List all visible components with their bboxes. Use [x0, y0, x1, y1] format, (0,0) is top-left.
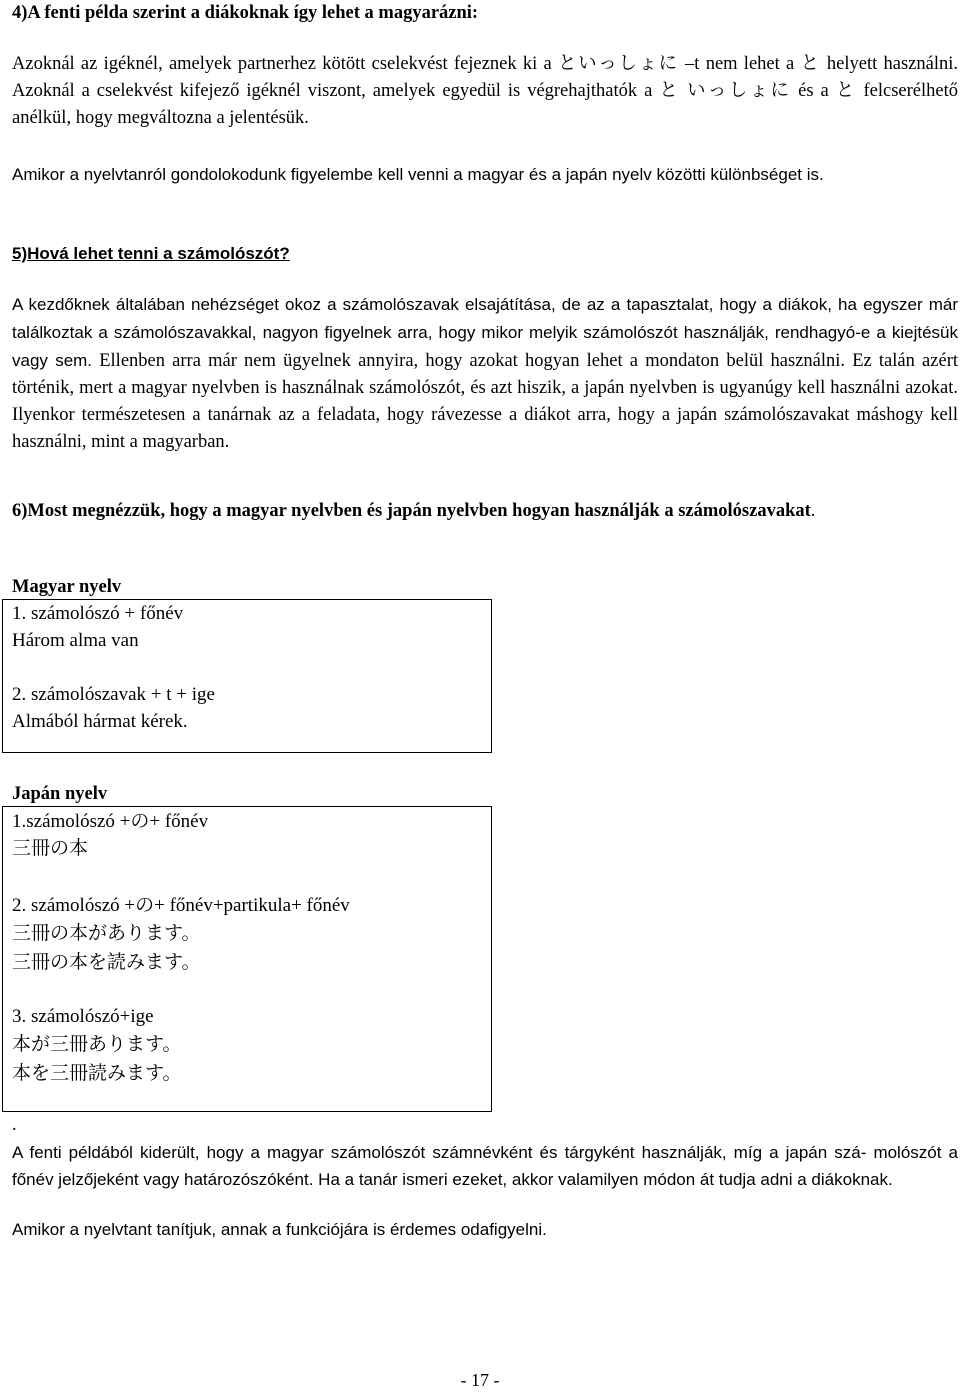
japan-line-4: 2. számolószó +の+ főnév+partikula+ főnév — [12, 895, 350, 916]
japan-line-10: 本を三冊読みます。 — [12, 1062, 182, 1084]
section-4-paragraph-1-text: Azoknál az igéknél, amelyek partnerhez kötött cselekvést fejeznek ki a といっしょに –t nem lehet a と helyett használni. Azoknál a cselekvést kifejező igéknél viszont, amelyek egyedül is végrehajthatók a と いっしょに és a と felcserélhető anélkül, hogy megváltozna a jelentésük. — [12, 54, 958, 128]
japan-line-1: 1.számolószó +の+ főnév — [12, 811, 209, 832]
japan-line-9: 本が三冊あります。 — [12, 1033, 182, 1055]
closing-paragraph-1-text: A fenti példából kiderült, hogy a magyar számolószót számnévként és tárgyként használják, míg a japán szá- molószót a főnév jelzőjeként vagy határozószóként. Ha a tanár ismeri ezeket, akkor valamilyen módon át tudja adni a diákoknak. — [12, 1143, 958, 1189]
japan-line-5: 三冊の本があります。 — [12, 922, 201, 944]
section-6-heading-bold: 6)Most megnézzük, hogy a magyar nyelvben és japán nyelvben hogyan használják a számolószavakat — [12, 501, 811, 521]
section-6-heading-text — [12, 498, 958, 525]
section-5-heading — [12, 240, 958, 267]
magyar-line-4: 2. számolószavak + t + ige — [12, 684, 215, 705]
page-number: - 17 - — [460, 1370, 500, 1390]
japan-line-2: 三冊の本 — [12, 837, 89, 859]
section-4-heading — [12, 0, 958, 27]
japan-line-6: 三冊の本を読みます。 — [12, 951, 201, 973]
section-5-paragraph — [12, 291, 958, 456]
section-5-paragraph-text — [12, 291, 958, 456]
section-4-paragraph-1 — [12, 51, 958, 132]
section-4-heading-text: 4)A fenti példa szerint a diákoknak így lehet a magyarázni: — [12, 3, 479, 23]
closing-paragraph-2 — [12, 1216, 958, 1243]
section-5-heading-text: 5)Hová lehet tenni a számolószót? — [12, 244, 290, 263]
japan-line-8: 3. számolószó+ige — [12, 1006, 154, 1027]
section-5-paragraph-part-b: Ellenben arra már nem ügyelnek annyira, hogy azokat hogyan lehet a mondaton belül használni. Ez talán azért történik, mert a magyar nyelvben is használnak számolószót, és azt hiszik, a japán nyelvben is ugyanúgy kell használni azokat. Ilyenkor természetesen a tanárnak az a feladata, hogy rávezesse a diákot arra, hogy a japán számolószavakat máshogy kell használni, mint a magyarban. — [12, 351, 958, 452]
section-4-paragraph-2 — [12, 161, 958, 188]
closing-dot — [12, 1112, 958, 1139]
japan-line-7 — [12, 977, 491, 1003]
japan-example-box — [2, 806, 492, 1112]
closing-paragraph-1 — [12, 1139, 958, 1193]
section-4-paragraph-2-text: Amikor a nyelvtanról gondolokodunk figyelembe kell venni a magyar és a japán nyelv közötti különbséget is. — [12, 165, 824, 184]
japan-line-3 — [12, 862, 491, 892]
magyar-line-5: Almából hármat kérek. — [12, 711, 188, 732]
magyar-example-box — [2, 599, 492, 753]
magyar-line-2: Három alma van — [12, 630, 139, 651]
section-6-heading — [12, 498, 958, 525]
japan-title-text: Japán nyelv — [12, 784, 108, 804]
section-6-heading-period: . — [810, 501, 816, 521]
closing-paragraph-2-text: Amikor a nyelvtant tanítjuk, annak a funkciójára is érdemes odafigyelni. — [12, 1220, 547, 1239]
magyar-line-1: 1. számolószó + főnév — [12, 603, 184, 624]
section-5-paragraph-part-a: A kezdőknek általában nehézséget okoz a számolószavak elsajátítása, de az a tapasztalat, hogy a diákok, ha egyszer már találkoztak a számolószavakkal, nagyon figyelnek arra, hogy mikor melyik számolószót használják, rendhagyó-e a kiejtésük vagy sem. — [12, 295, 958, 370]
magyar-line-3 — [12, 654, 491, 681]
japan-title — [12, 781, 958, 808]
closing-dot-text: . — [12, 1115, 17, 1135]
magyar-title — [12, 574, 958, 601]
magyar-title-text: Magyar nyelv — [12, 577, 122, 597]
